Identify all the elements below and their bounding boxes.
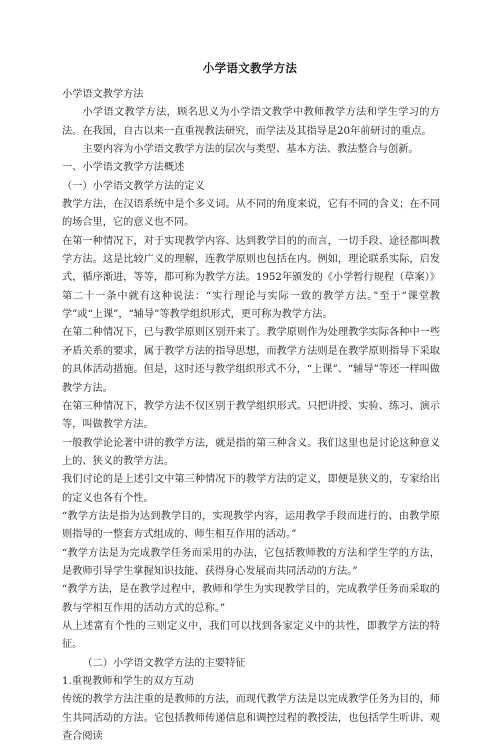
paragraph: 在第三种情况下，教学方法不仅区别于教学组织形式。只把讲授、实验、练习、演示等，叫做教学方法。 [62, 400, 440, 431]
paragraph: 一、小学语文教学方法概述 [62, 162, 185, 174]
document-title: 小学语文教学方法 [202, 61, 298, 75]
paragraph: “教学方法是为完成教学任务而采用的办法，它包括教师教的方法和学生学的方法，是教师引导学生掌握知识技能、获得身心发展而共同活动的方法。” [62, 547, 440, 577]
paragraph: 从上述富有个性的三则定义中，我们可以找到各家定义中的共性，即教学方法的特征。 [62, 620, 440, 651]
paragraph: 1.重视教师和学生的双方互动 [62, 676, 194, 687]
paragraph: 在第二种情况下，已与教学原则区别开来了。教学原则作为处理教学实际各种中一些矛盾关系的要求，属于教学方法的指导思想，而教学方法则是在教学原则指导下采取的具体活动措施。但是，这时还与教学组织形式不分，“上课”、“辅导”等还一样叫做教学方法。 [62, 327, 440, 394]
paragraph: （二）小学语文教学方法的主要特征 [82, 657, 246, 669]
paragraph: 主要内容为小学语文教学方法的层次与类型、基本方法、教法整合与创新。 [82, 144, 419, 156]
paragraph: 小学语文教学方法，顾名思义为小学语文教学中教师教学方法和学生学习的方法。在我国，自古以来一直重视教法研究，而学法及其指导是20年前研讨的重点。 [62, 107, 440, 137]
paragraph: 我们讨论的是上述引文中第三种情况下的教学方法的定义，即便是狭义的，专家给出的定义也各有个性。 [62, 474, 440, 504]
paragraph: 传统的教学方法注重的是教师的方法，而现代教学方法是以完成教学任务为目的，师生共同活动的方法。它包括教师传递信息和调控过程的教授法，也包括学生听讲、观查合阅读 [62, 694, 440, 743]
paragraph: （一）小学语文教学方法的定义 [62, 180, 205, 192]
paragraph: 在第一种情况下，对于实现教学内容、达到教学目的的而言，一切手段、途径都叫教学方法。这是比较广义的理解，连教学原则也包括在内。例如，理论联系实际，启发式，循序渐进，等等，都可称为教学方法。1952年颁发的《小学暂行规程（草案）》第二十一条中就有这种说法：“实行理论与实际一致的教学方法。”至于“课堂教学”或“上课”，“辅导”等教学组织形式，更可称为教学方法。 [62, 235, 440, 321]
paragraph: 小学语文教学方法 [62, 89, 144, 100]
paragraph: 教学方法，在汉语系统中是个多义词。从不同的角度来说，它有不同的含义；在不同的场合里，它的意义也不同。 [62, 199, 440, 229]
paragraph: “教学方法是指为达到教学目的，实现教学内容，运用教学手段而进行的、由教学原则指导的一整套方式组成的、师生相互作用的活动。” [62, 510, 440, 541]
paragraph: 一般教学论论著中讲的教学方法，就是指的第三种含义。我们这里也是讨论这种意义上的、狭义的教学方法。 [62, 437, 440, 467]
document-body [62, 86, 440, 746]
paragraph: “教学方法，是在教学过程中，教师和学生为实现教学目的，完成教学任务而采取的教与学相互作用的活动方式的总称。” [62, 584, 440, 614]
